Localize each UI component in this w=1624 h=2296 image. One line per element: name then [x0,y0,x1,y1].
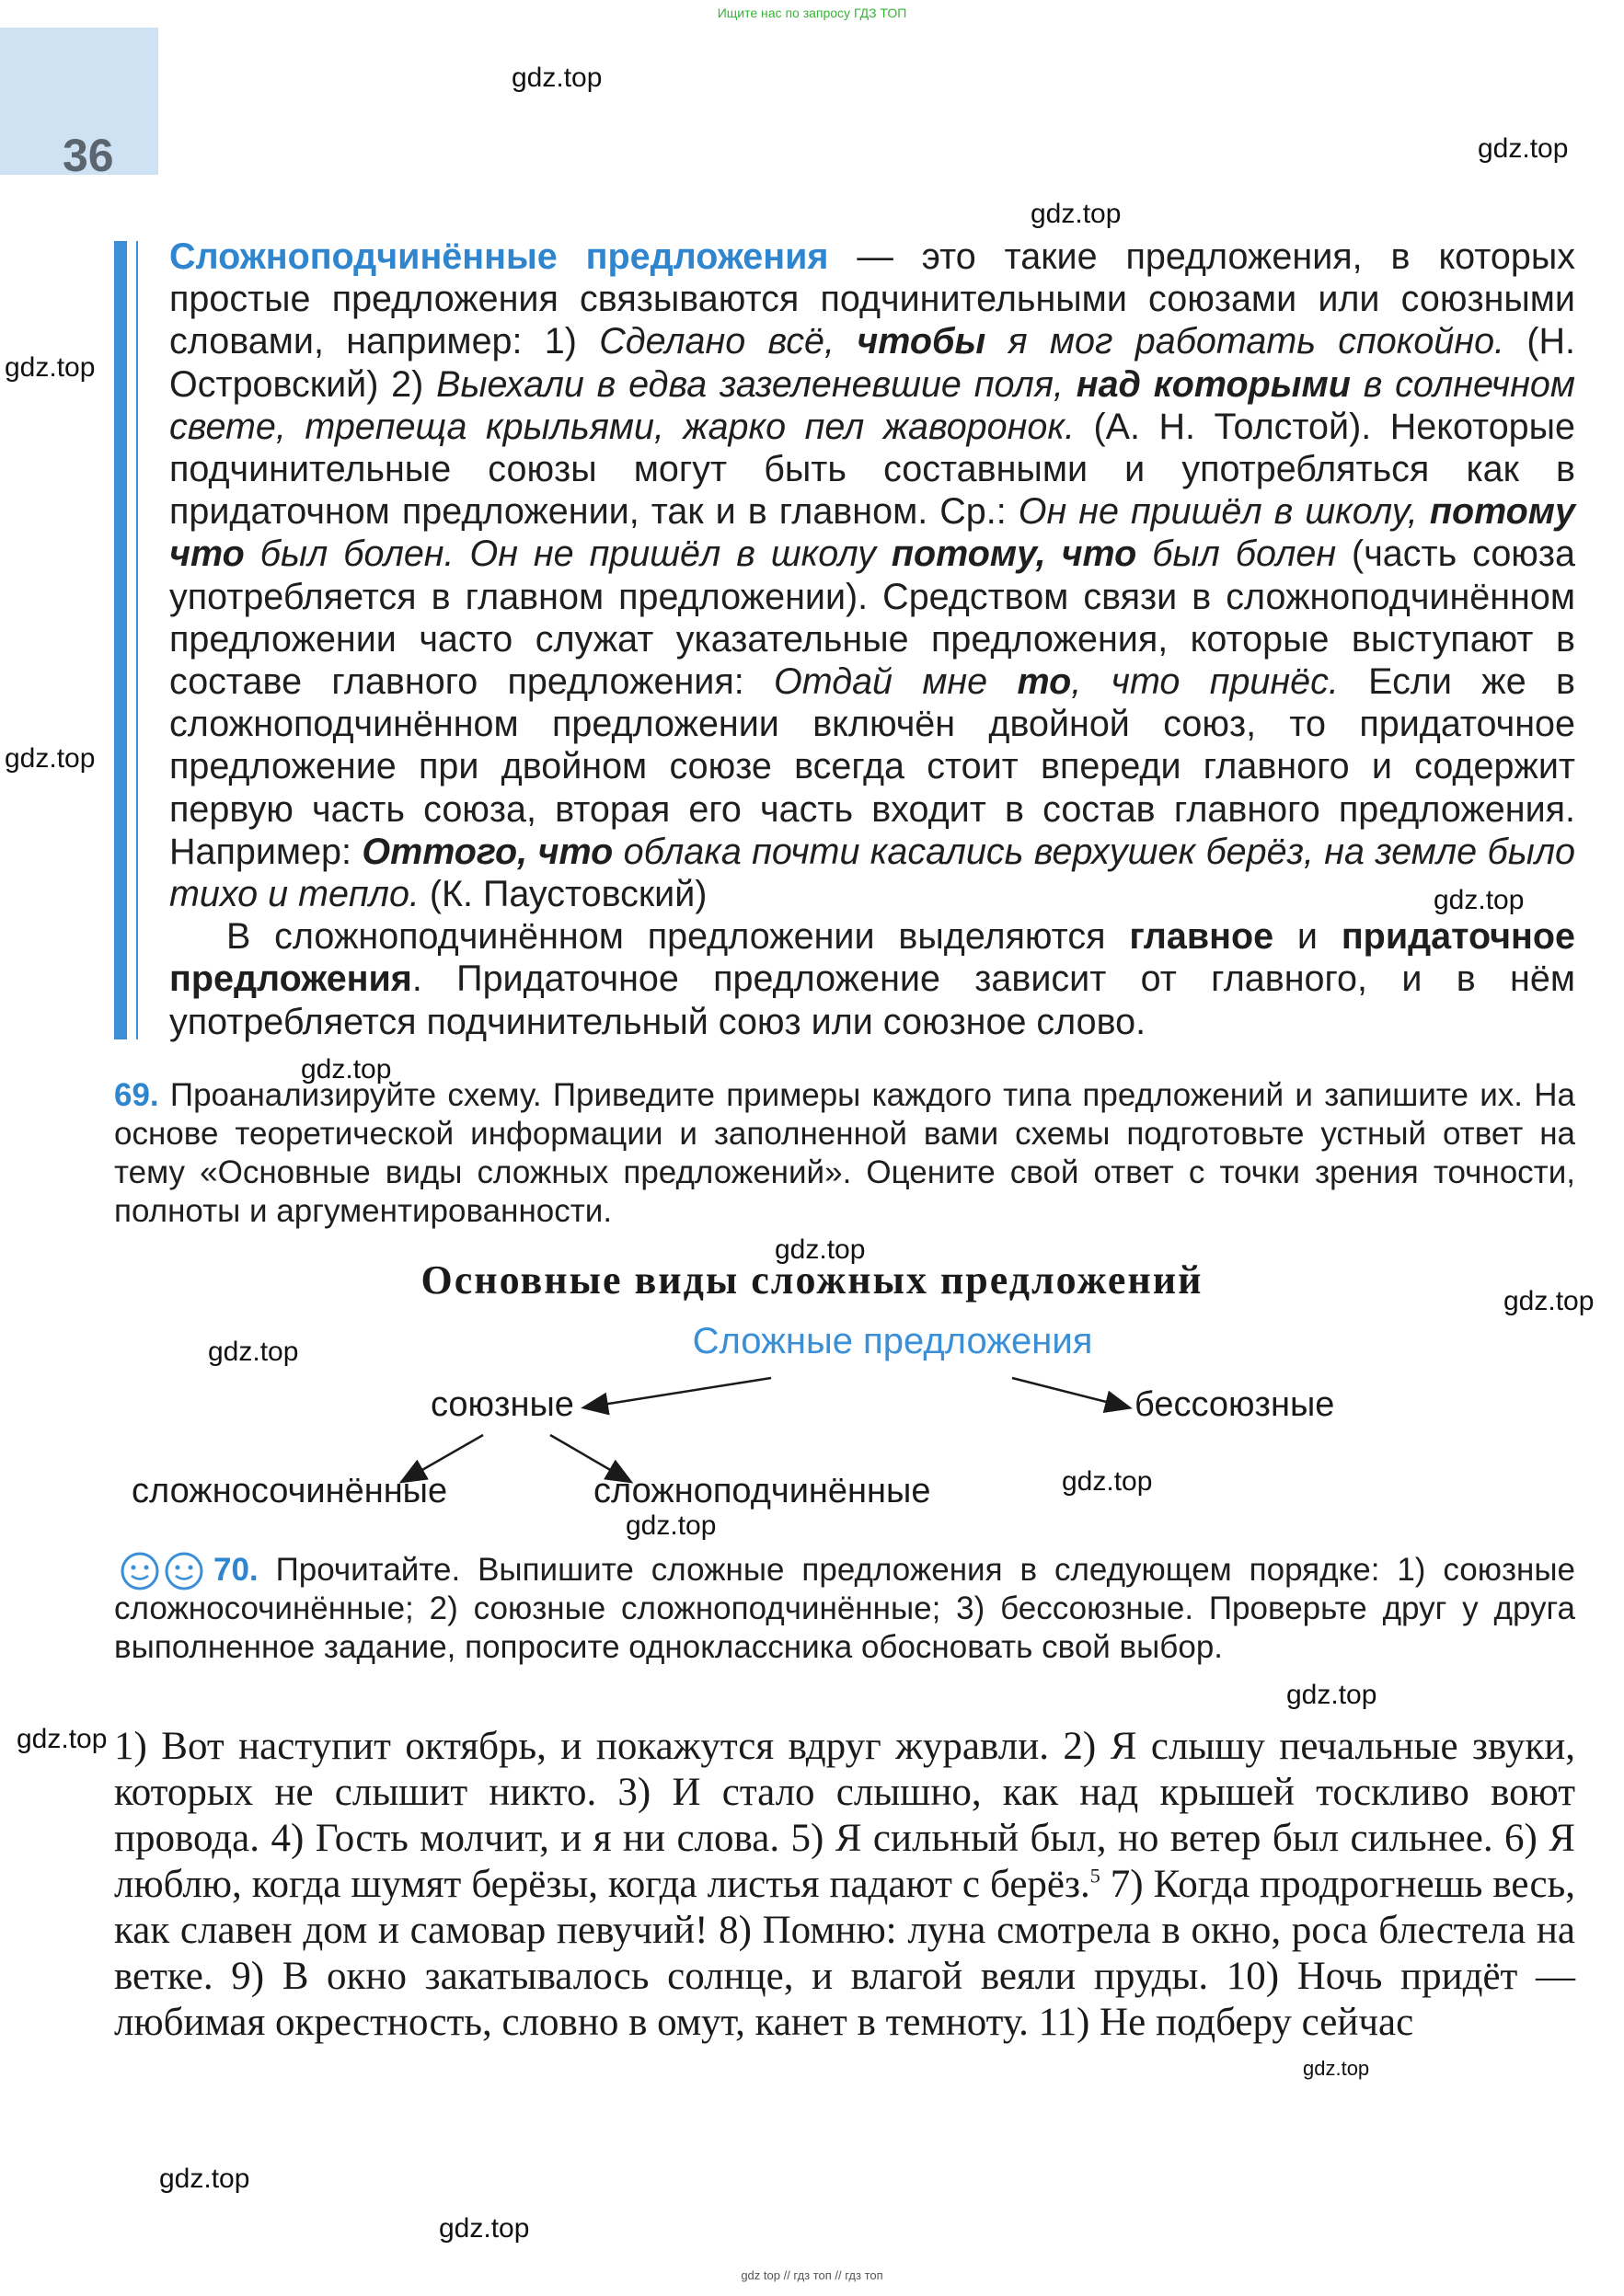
exercise-number: 70. [213,1552,259,1588]
reading-text: 1) Вот наступит октябрь, и покажутся вдруг журавли. 2) Я слышу печальные звуки, которых не слышит никто. 3) И стало слышно, как над крышей тоскливо воют провода. 4) Гость молчит, и я ни слова. 5) Я сильный был, но ветер был сильнее. 6) Я люблю, когда шумят берёзы, когда листья падают с берёз.$^5$ 7) Когда продрогнешь весь, как славен дом и самовар певучий! 8) Помню: луна смотрела в окно, роса блестела на ветке. 9) В окно закатывалось солнце, и влагой веяли пруды. 10) Ночь придёт — любимая окрестность, словно в омут, канет в темноту. 11) Не подберу сейчас [114,1725,1576,2044]
watermark: gdz.top [17,1724,108,1754]
diagram-node-union: союзные [431,1385,574,1424]
watermark: gdz.top [439,2213,530,2244]
diagram-node-compound: сложносочинённые [132,1472,448,1510]
exercise-70: 70. Прочитайте. Выпишите сложные предложения в следующем порядке: 1) союзные сложносочинённые; 2) союзные сложноподчинённые; 3) бессоюзные. Проверьте друг у друга выполненное задание, попросите одноклассника обосновать свой выбор. [114,1552,1575,1665]
watermark: gdz.top [301,1054,392,1085]
theory-term: Сложноподчинённые предложения [169,236,829,277]
watermark: gdz.top [512,63,603,93]
theory-block [169,235,1575,1043]
exercise-69: 69. Проанализируйте схему. Приведите примеры каждого типа предложений и запишите их. На основе теоретической информации и заполненной вами схемы подготовьте устный ответ на тему «Основные виды сложных предложений». Оцените свой ответ с точки зрения точности, полноты и аргументированности. [114,1077,1575,1229]
diagram-root-node: Сложные предложения [692,1321,1093,1361]
watermark: gdz.top [5,743,96,774]
watermark: gdz.top [5,352,96,383]
watermark: gdz.top [1303,2057,1370,2080]
page-number: 36 [63,130,114,181]
watermark: gdz.top [1478,133,1569,164]
theory-accent-line [136,241,138,1039]
theory-paragraph-1: Сложноподчинённые предложения — это такие предложения, в которых простые предложения связываются подчинительными союзами или союзными словами, например: 1) Сделано всё, чтобы я мог работать спокойно. (Н. Островский) 2) Выехали в едва зазеленевшие поля, над которыми в солнечном свете, трепеща крыльями, жарко пел жаворонок. (А. Н. Толстой). Некоторые подчинительные союзы могут быть составными и употребляться как в придаточном предложении, так и в главном. Ср.: Он не пришёл в школу, потому что был болен. Он не пришёл в школу потому, что был болен (часть союза употребляется в главном предложении). Средством связи в сложноподчинённом предложении часто служат указательные предложения, которые выступают в составе главного предложения: Отдай мне то, что принёс. Если же в сложноподчинённом предложении включён двойной союз, то придаточное предложение при двойном союзе всегда стоит впереди главного и содержит первую часть союза, вторая его часть входит в состав главного предложения. Например: Оттого, что облака почти касались верхушек берёз, на земле было тихо и тепло. (К. Паустовский) [169,236,1576,915]
theory-accent-bar [114,241,127,1039]
watermark: gdz.top [159,2164,250,2194]
diagram-title: Основные виды сложных предложений [420,1257,1204,1303]
footnote-marker: 5 [1089,1864,1100,1888]
watermark: gdz.top [1031,199,1122,229]
watermark: gdz.top [626,1510,717,1541]
watermark: gdz.top [775,1234,866,1265]
bottom-note: gdz top // гдз топ // гдз топ [741,2268,883,2282]
arrow-root-to-union [585,1378,771,1407]
watermark: gdz.top [1286,1680,1377,1710]
top-search-note: Ищите нас по запросу ГДЗ ТОП [717,6,907,20]
diagram-node-complex: сложноподчинённые [593,1472,931,1510]
watermark: gdz.top [208,1337,299,1367]
theory-paragraph-2: В сложноподчинённом предложении выделяются главное и придаточное предложения. Придаточное предложение зависит от главного, и в нём употребляется подчинительный союз или союзное слово. [169,916,1575,1042]
exercise-number: 69. [114,1077,159,1113]
watermark: gdz.top [1503,1286,1595,1316]
arrow-root-to-nonunion [1012,1378,1128,1407]
watermark: gdz.top [1434,885,1525,915]
diagram-node-nonunion: бессоюзные [1134,1385,1335,1424]
watermark: gdz.top [1062,1466,1153,1497]
